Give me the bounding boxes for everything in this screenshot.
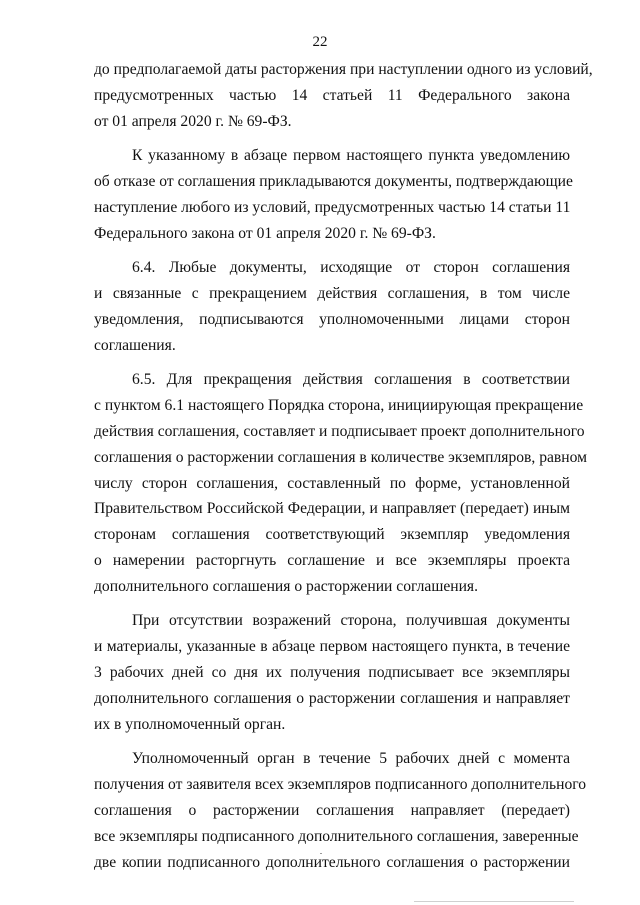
text-line: предусмотренных частью 14 статьей 11 Федерального закона (94, 86, 570, 104)
page-edge-mark (414, 901, 574, 902)
text-line: уведомления, подписываются уполномоченными лицами сторон (94, 310, 570, 328)
scan-speck (320, 853, 322, 854)
text-line: К указанному в абзаце первом настоящего пункта уведомлению (132, 147, 570, 165)
text-line: При отсутствии возражений сторона, получившая документы (132, 612, 570, 630)
text-line: дополнительного соглашения о расторжении соглашения и направляет (94, 690, 570, 708)
text-line: соглашения о расторжении соглашения направляет (передает) (94, 802, 570, 819)
text-line: до предполагаемой даты расторжения при наступлении одного из условий, (94, 61, 593, 78)
text-line: их в уполномоченный орган. (94, 715, 286, 733)
text-line: получения от заявителя всех экземпляров подписанного дополнительного (94, 776, 587, 794)
text-line: с пунктом 6.1 настоящего Порядка сторона, инициирующая прекращение (94, 396, 584, 414)
text-line: соглашения. (94, 336, 176, 354)
text-line: Федерального закона от 01 апреля 2020 г. № 69-ФЗ. (94, 224, 436, 242)
text-line: сторонам соглашения соответствующий экземпляр уведомления (94, 526, 570, 544)
text-line: наступление любого из условий, предусмотренных частью 14 статьи 11 (94, 198, 571, 216)
text-line: о намерении расторгнуть соглашение и все экземпляры проекта (94, 552, 570, 570)
text-line: 6.4. Любые документы, исходящие от сторон соглашения (132, 259, 570, 277)
text-line: соглашения о расторжении соглашения в количестве экземпляров, равном (94, 448, 587, 466)
text-line: об отказе от соглашения прикладываются документы, подтверждающие (94, 172, 573, 190)
text-line: действия соглашения, составляет и подписывает проект дополнительного (94, 422, 585, 440)
text-line: Правительством Российской Федерации, и направляет (передает) иным (94, 500, 570, 518)
page-number: 22 (312, 34, 328, 50)
text-line: 6.5. Для прекращения действия соглашения в соответствии (132, 370, 570, 388)
text-line: и связанные с прекращением действия соглашения, в том числе (94, 284, 570, 302)
text-line: две копии подписанного дополнительного соглашения о расторжении (94, 853, 570, 871)
text-line: 3 рабочих дней со дня их получения подписывает все экземпляры (94, 664, 570, 682)
text-line: Уполномоченный орган в течение 5 рабочих дней с момента (132, 750, 570, 768)
text-line: все экземпляры подписанного дополнительного соглашения, заверенные (94, 827, 579, 845)
document-body (94, 57, 593, 876)
text-line: дополнительного соглашения о расторжении соглашения. (94, 578, 479, 596)
text-line: и материалы, указанные в абзаце первом настоящего пункта, в течение (94, 638, 570, 656)
text-line: от 01 апреля 2020 г. № 69-ФЗ. (94, 112, 292, 130)
text-line: числу сторон соглашения, составленный по форме, установленной (94, 474, 570, 492)
